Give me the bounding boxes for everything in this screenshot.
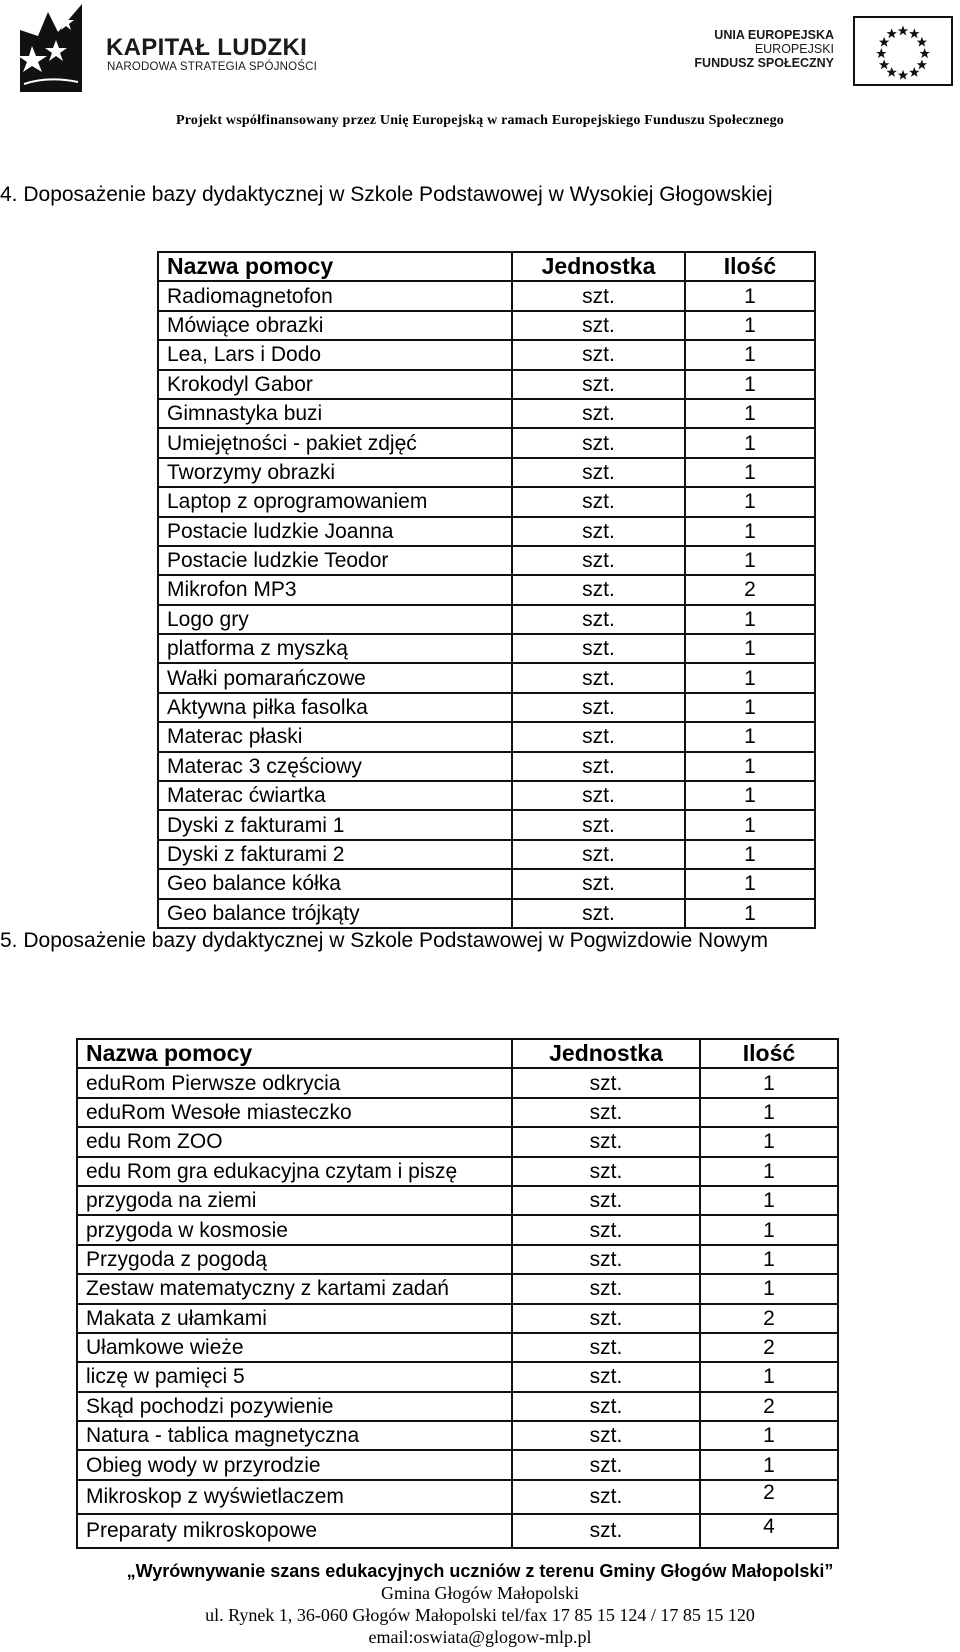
col-header-qty: Ilość (685, 252, 815, 281)
cell-unit: szt. (512, 428, 685, 457)
cell-qty: 1 (685, 399, 815, 428)
section-4-table (157, 251, 816, 929)
cell-qty: 1 (700, 1450, 838, 1479)
col-header-name: Nazwa pomocy (158, 252, 512, 281)
cell-qty: 1 (700, 1421, 838, 1450)
section-5-title: 5. Doposażenie bazy dydaktycznej w Szkole Podstawowej w Pogwizdowie Nowym (0, 929, 769, 952)
cell-name: Skąd pochodzi pozywienie (77, 1392, 512, 1421)
table-row (77, 1362, 838, 1391)
cell-unit: szt. (512, 1245, 700, 1274)
cell-unit: szt. (512, 1514, 700, 1548)
cell-unit: szt. (512, 1274, 700, 1303)
cell-unit: szt. (512, 517, 685, 546)
cell-qty: 1 (700, 1127, 838, 1156)
cell-unit: szt. (512, 840, 685, 869)
cell-unit: szt. (512, 487, 685, 516)
table-row (77, 1450, 838, 1479)
eu-line-2: EUROPEJSKI (754, 42, 834, 56)
section-4-title: 4. Doposażenie bazy dydaktycznej w Szkole Podstawowej w Wysokiej Głogowskiej (0, 183, 773, 206)
cell-name: Zestaw matematyczny z kartami zadań (77, 1274, 512, 1303)
table-row (77, 1157, 838, 1186)
table-header-row (158, 252, 815, 281)
cell-qty: 1 (700, 1215, 838, 1244)
footer-email: email:oswiata@glogow-mlp.pl (368, 1627, 592, 1647)
col-header-qty: Ilość (700, 1039, 838, 1068)
cell-name: Umiejętności - pakiet zdjęć (158, 428, 512, 457)
table-row (158, 546, 815, 575)
cell-name: Mikrofon MP3 (158, 575, 512, 604)
cell-unit: szt. (512, 370, 685, 399)
cell-unit: szt. (512, 1157, 700, 1186)
cell-unit: szt. (512, 634, 685, 663)
eu-line-3: FUNDUSZ SPOŁECZNY (694, 56, 834, 70)
cell-unit: szt. (512, 1480, 700, 1514)
table-row (77, 1274, 838, 1303)
cell-qty: 1 (700, 1157, 838, 1186)
cell-name: Preparaty mikroskopowe (77, 1514, 512, 1548)
cell-unit: szt. (512, 722, 685, 751)
page-header (0, 0, 960, 128)
table-row (77, 1304, 838, 1333)
cell-name: edu Rom gra edukacyjna czytam i piszę (77, 1157, 512, 1186)
cell-qty: 1 (685, 781, 815, 810)
cell-qty: 2 (700, 1304, 838, 1333)
cell-name: Materac ćwiartka (158, 781, 512, 810)
cell-name: Geo balance kółka (158, 869, 512, 898)
cell-qty: 2 (685, 575, 815, 604)
cell-name: Mikroskop z wyświetlaczem (77, 1480, 512, 1514)
table-row (158, 781, 815, 810)
cell-name: Gimnastyka buzi (158, 399, 512, 428)
col-header-name: Nazwa pomocy (77, 1039, 512, 1068)
table-row (158, 693, 815, 722)
cell-qty: 1 (685, 428, 815, 457)
col-header-unit: Jednostka (512, 252, 685, 281)
cell-name: Ułamkowe wieże (77, 1333, 512, 1362)
kapital-ludzki-logo-icon (18, 2, 84, 94)
table-header-row (77, 1039, 838, 1068)
cell-name: edu Rom ZOO (77, 1127, 512, 1156)
cell-qty: 1 (685, 281, 815, 310)
cell-name: przygoda w kosmosie (77, 1215, 512, 1244)
table-row (158, 810, 815, 839)
cell-qty: 1 (685, 634, 815, 663)
footer-municipality: Gmina Głogów Małopolski (381, 1583, 579, 1603)
cell-name: Mówiące obrazki (158, 311, 512, 340)
cell-name: Materac płaski (158, 722, 512, 751)
cell-qty: 1 (685, 899, 815, 928)
table-row (158, 899, 815, 928)
cell-qty: 1 (685, 546, 815, 575)
table-row (158, 575, 815, 604)
table-row (77, 1127, 838, 1156)
cell-unit: szt. (512, 458, 685, 487)
table-row (77, 1392, 838, 1421)
cell-unit: szt. (512, 1421, 700, 1450)
table-row (77, 1215, 838, 1244)
table-row (77, 1514, 838, 1548)
table-row (158, 869, 815, 898)
cell-unit: szt. (512, 663, 685, 692)
cell-name: eduRom Wesołe miasteczko (77, 1098, 512, 1127)
cell-unit: szt. (512, 1333, 700, 1362)
cell-qty: 1 (700, 1245, 838, 1274)
cell-unit: szt. (512, 810, 685, 839)
cell-qty: 1 (685, 458, 815, 487)
cell-qty: 2 (700, 1333, 838, 1362)
table-row (158, 722, 815, 751)
cell-name: Wałki pomarańczowe (158, 663, 512, 692)
cell-name: Postacie ludzkie Teodor (158, 546, 512, 575)
cell-unit: szt. (512, 693, 685, 722)
cell-qty: 1 (700, 1274, 838, 1303)
cell-unit: szt. (512, 1304, 700, 1333)
table-row (158, 487, 815, 516)
cell-unit: szt. (512, 340, 685, 369)
cell-unit: szt. (512, 781, 685, 810)
cell-name: Postacie ludzkie Joanna (158, 517, 512, 546)
footer-address: ul. Rynek 1, 36-060 Głogów Małopolski tel/fax 17 85 15 124 / 17 85 15 120 (205, 1605, 755, 1625)
cell-unit: szt. (512, 869, 685, 898)
cell-qty: 1 (700, 1186, 838, 1215)
cell-name: Krokodyl Gabor (158, 370, 512, 399)
eu-line-1: UNIA EUROPEJSKA (714, 28, 834, 42)
table-row (158, 281, 815, 310)
table-row (77, 1068, 838, 1097)
cell-qty: 1 (700, 1098, 838, 1127)
cofunding-note: Projekt współfinansowany przez Unię Europejską w ramach Europejskiego Funduszu Społecznego (176, 113, 784, 128)
cell-qty: 1 (685, 752, 815, 781)
cell-unit: szt. (512, 1450, 700, 1479)
table-row (158, 517, 815, 546)
cell-unit: szt. (512, 752, 685, 781)
cell-unit: szt. (512, 546, 685, 575)
cell-qty: 1 (685, 869, 815, 898)
table-row (77, 1421, 838, 1450)
table-row (158, 752, 815, 781)
table-row (158, 634, 815, 663)
cell-unit: szt. (512, 281, 685, 310)
table-row (77, 1333, 838, 1362)
cell-unit: szt. (512, 1392, 700, 1421)
cell-qty: 4 (700, 1514, 838, 1548)
cell-qty: 1 (685, 487, 815, 516)
table-row (158, 605, 815, 634)
cell-name: platforma z myszką (158, 634, 512, 663)
cell-qty: 1 (685, 311, 815, 340)
cell-name: Radiomagnetofon (158, 281, 512, 310)
cell-name: Aktywna piłka fasolka (158, 693, 512, 722)
table-row (158, 428, 815, 457)
cell-name: Obieg wody w przyrodzie (77, 1450, 512, 1479)
cell-unit: szt. (512, 575, 685, 604)
table-row (158, 840, 815, 869)
cell-qty: 1 (700, 1362, 838, 1391)
cell-unit: szt. (512, 1068, 700, 1097)
cell-name: Dyski z fakturami 2 (158, 840, 512, 869)
cell-qty: 1 (700, 1068, 838, 1097)
cell-name: Lea, Lars i Dodo (158, 340, 512, 369)
cell-qty: 1 (685, 340, 815, 369)
cell-name: Geo balance trójkąty (158, 899, 512, 928)
cell-unit: szt. (512, 1127, 700, 1156)
table-row (158, 399, 815, 428)
cell-unit: szt. (512, 1215, 700, 1244)
table-row (77, 1186, 838, 1215)
cell-qty: 1 (685, 517, 815, 546)
table-row (158, 311, 815, 340)
cell-qty: 1 (685, 693, 815, 722)
table-row (77, 1480, 838, 1514)
cell-unit: szt. (512, 1362, 700, 1391)
cell-qty: 1 (685, 840, 815, 869)
section-5-table (76, 1038, 839, 1549)
table-row (158, 458, 815, 487)
kapital-ludzki-subtitle: NARODOWA STRATEGIA SPÓJNOŚCI (107, 61, 318, 73)
cell-unit: szt. (512, 1186, 700, 1215)
cell-qty: 1 (685, 605, 815, 634)
cell-qty: 1 (685, 810, 815, 839)
page-footer (0, 1560, 960, 1648)
cell-unit: szt. (512, 1098, 700, 1127)
table-row (77, 1245, 838, 1274)
cell-name: Makata z ułamkami (77, 1304, 512, 1333)
cell-unit: szt. (512, 899, 685, 928)
table-row (158, 370, 815, 399)
eu-text-block (694, 28, 834, 70)
cell-unit: szt. (512, 399, 685, 428)
cell-name: Logo gry (158, 605, 512, 634)
cell-qty: 2 (700, 1392, 838, 1421)
table-row (77, 1098, 838, 1127)
cell-name: liczę w pamięci 5 (77, 1362, 512, 1391)
cell-name: Natura - tablica magnetyczna (77, 1421, 512, 1450)
cell-qty: 1 (685, 663, 815, 692)
cell-unit: szt. (512, 605, 685, 634)
eu-flag-icon (853, 16, 953, 86)
cell-name: Materac 3 częściowy (158, 752, 512, 781)
table-row (158, 663, 815, 692)
cell-qty: 1 (685, 722, 815, 751)
cell-qty: 1 (685, 370, 815, 399)
cell-unit: szt. (512, 311, 685, 340)
cell-name: Laptop z oprogramowaniem (158, 487, 512, 516)
table-row (158, 340, 815, 369)
cell-qty: 2 (700, 1480, 838, 1514)
footer-slogan: „Wyrównywanie szans edukacyjnych uczniów z terenu Gminy Głogów Małopolski” (126, 1561, 834, 1581)
cell-name: przygoda na ziemi (77, 1186, 512, 1215)
cell-name: Przygoda z pogodą (77, 1245, 512, 1274)
kapital-ludzki-title: KAPITAŁ LUDZKI (106, 34, 308, 61)
col-header-unit: Jednostka (512, 1039, 700, 1068)
cell-name: eduRom Pierwsze odkrycia (77, 1068, 512, 1097)
cell-name: Tworzymy obrazki (158, 458, 512, 487)
cell-name: Dyski z fakturami 1 (158, 810, 512, 839)
